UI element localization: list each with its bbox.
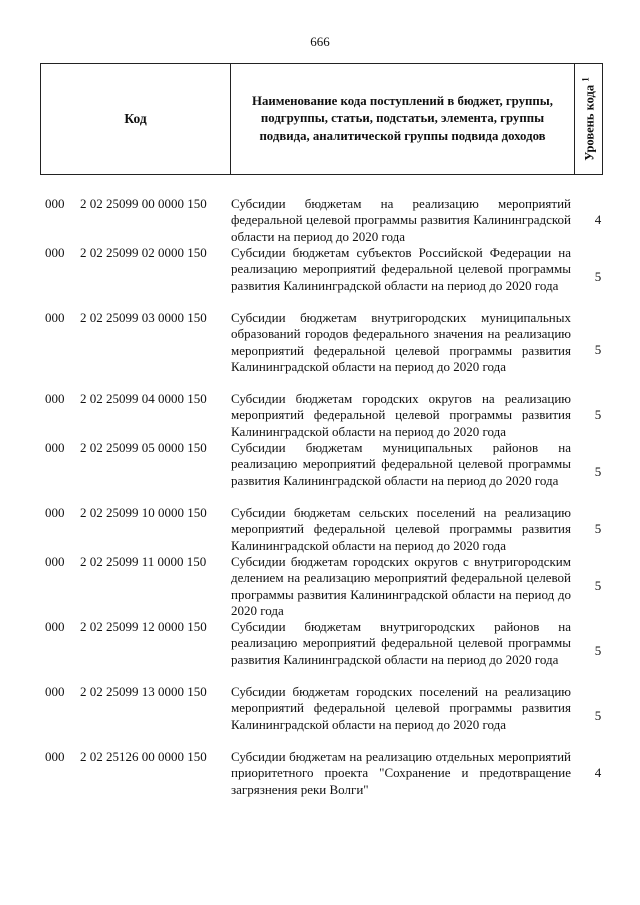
row-admin-code: 000 — [45, 749, 65, 764]
row-level: 4 — [594, 765, 602, 780]
row-code: 2 02 25099 03 0000 150 — [80, 310, 207, 325]
row-code: 2 02 25099 10 0000 150 — [80, 505, 207, 520]
row-code: 2 02 25099 11 0000 150 — [80, 554, 207, 569]
row-admin-code: 000 — [45, 310, 65, 325]
row-admin-code: 000 — [45, 245, 65, 260]
row-name: Субсидии бюджетам городских округов с внутригородским делением на реализацию мероприятий федеральной целевой программы развития Калининградской области на период до 2020 года — [231, 554, 571, 619]
row-level: 5 — [594, 342, 602, 357]
row-level: 5 — [594, 578, 602, 593]
row-name: Субсидии бюджетам внутригородских районов на реализацию мероприятий федеральной целевой программы развития Калининградской области на период до 2020 года — [231, 619, 571, 667]
row-admin-code: 000 — [45, 619, 65, 634]
row-name: Субсидии бюджетам городских поселений на реализацию мероприятий федеральной целевой программы развития Калининградской области на период до 2020 года — [231, 684, 571, 732]
header-level-footnote: 1 — [579, 77, 590, 82]
table-header — [40, 63, 603, 175]
header-name: Наименование кода поступлений в бюджет, группы, подгруппы, статьи, подстатьи, элемента, группы подвида, аналитической группы подвида доходов — [231, 64, 575, 174]
row-name: Субсидии бюджетам на реализацию мероприятий федеральной целевой программы развития Калининградской области на период до 2020 года — [231, 196, 571, 244]
header-code: Код — [41, 64, 231, 174]
row-name: Субсидии бюджетам внутригородских муниципальных образований городов федерального значения на реализацию мероприятий федеральной целевой программы развития Калининградской области на период до 2020 года — [231, 310, 571, 375]
header-level — [575, 64, 602, 174]
row-admin-code: 000 — [45, 391, 65, 406]
row-name: Субсидии бюджетам сельских поселений на реализацию мероприятий федеральной целевой программы развития Калининградской области на период до 2020 года — [231, 505, 571, 553]
row-code: 2 02 25099 12 0000 150 — [80, 619, 207, 634]
row-level: 5 — [594, 708, 602, 723]
row-code: 2 02 25099 05 0000 150 — [80, 440, 207, 455]
row-level: 5 — [594, 521, 602, 536]
row-code: 2 02 25099 02 0000 150 — [80, 245, 207, 260]
row-level: 5 — [594, 643, 602, 658]
row-admin-code: 000 — [45, 505, 65, 520]
row-code: 2 02 25099 04 0000 150 — [80, 391, 207, 406]
header-level-label: Уровень кода — [582, 84, 597, 161]
row-admin-code: 000 — [45, 554, 65, 569]
page-number: 666 — [310, 34, 330, 49]
row-code: 2 02 25099 13 0000 150 — [80, 684, 207, 699]
row-level: 4 — [594, 212, 602, 227]
row-admin-code: 000 — [45, 440, 65, 455]
row-level: 5 — [594, 407, 602, 422]
row-admin-code: 000 — [45, 684, 65, 699]
row-name: Субсидии бюджетам на реализацию отдельных мероприятий приоритетного проекта "Сохранение и предотвращение загрязнения реки Волги" — [231, 749, 571, 797]
row-code: 2 02 25126 00 0000 150 — [80, 749, 207, 764]
row-level: 5 — [594, 464, 602, 479]
row-admin-code: 000 — [45, 196, 65, 211]
row-level: 5 — [594, 269, 602, 284]
row-name: Субсидии бюджетам городских округов на реализацию мероприятий федеральной целевой программы развития Калининградской области на период до 2020 года — [231, 391, 571, 439]
row-name: Субсидии бюджетам субъектов Российской Федерации на реализацию мероприятий федеральной целевой программы развития Калининградской области на период до 2020 года — [231, 245, 571, 293]
row-code: 2 02 25099 00 0000 150 — [80, 196, 207, 211]
row-name: Субсидии бюджетам муниципальных районов на реализацию мероприятий федеральной целевой программы развития Калининградской области на период до 2020 года — [231, 440, 571, 488]
